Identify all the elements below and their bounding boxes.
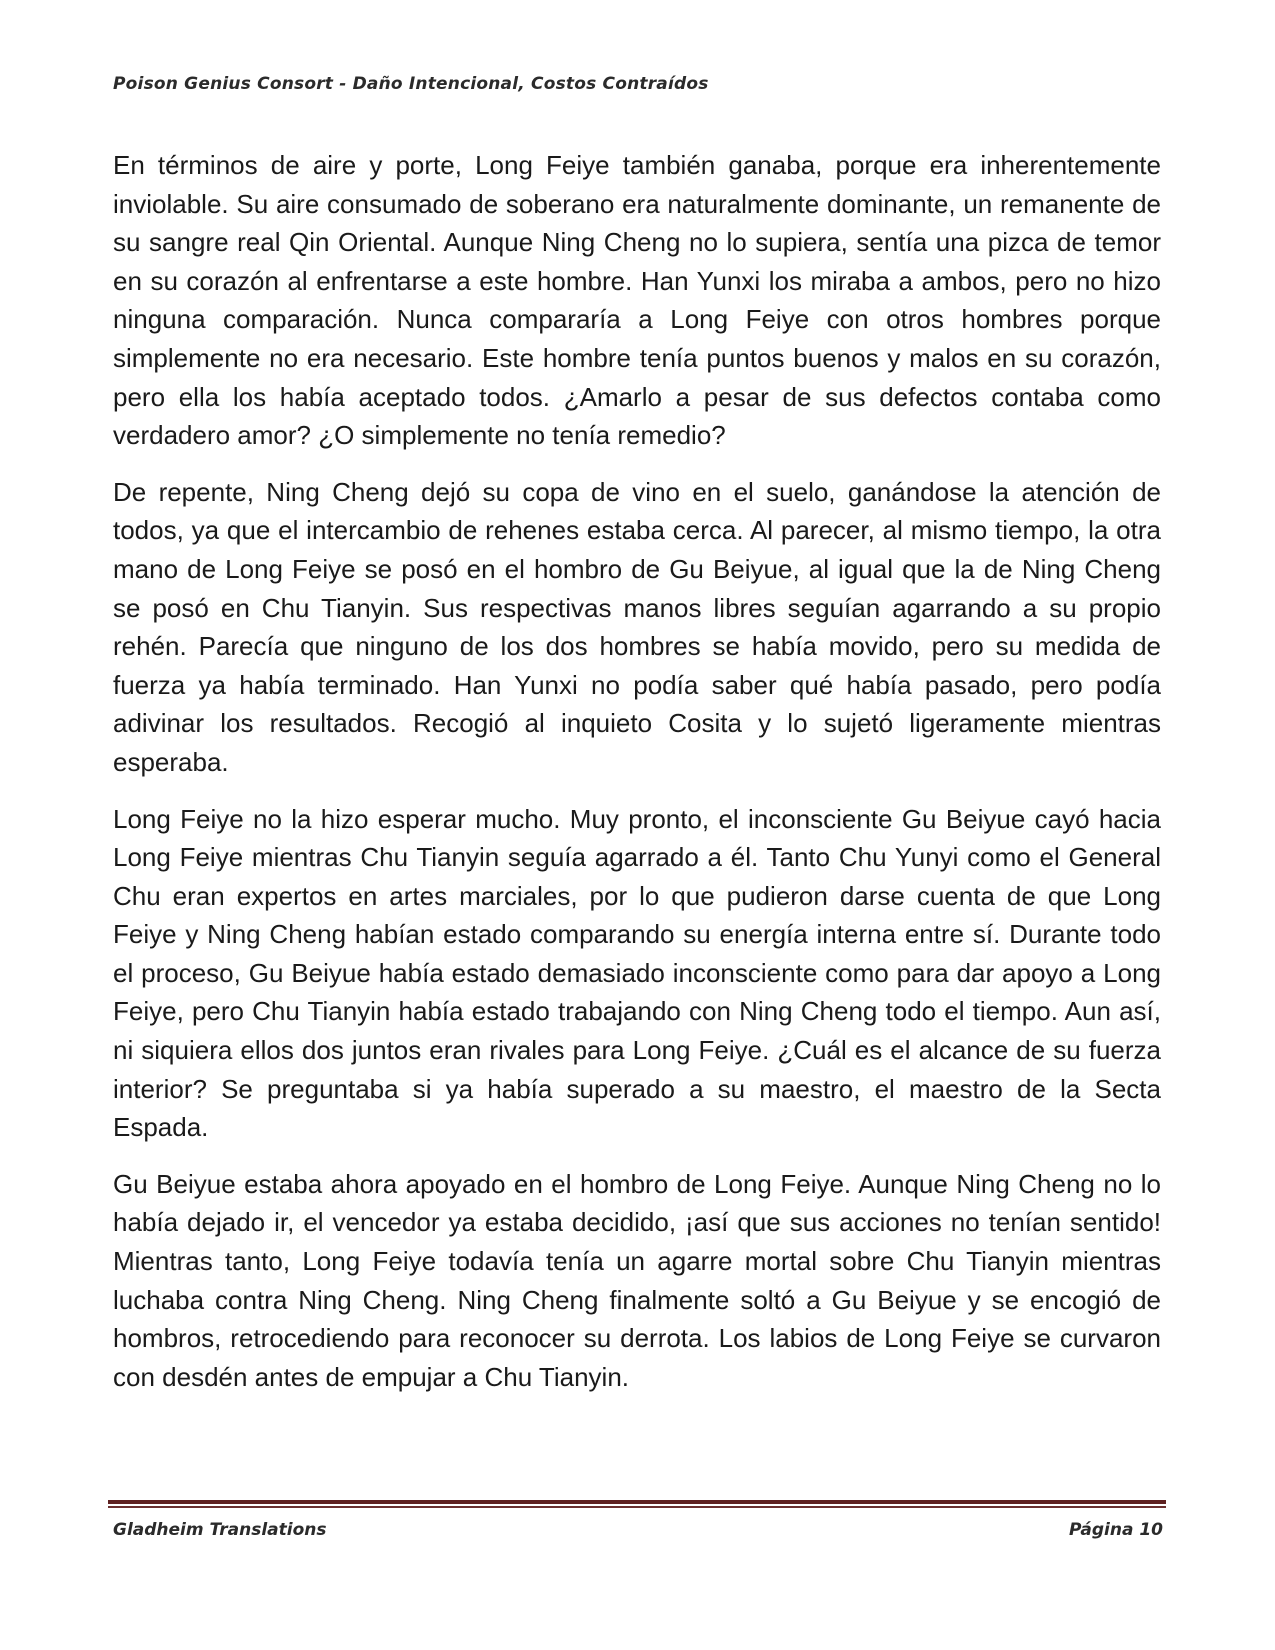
footer-publisher: Gladheim Translations — [113, 1520, 327, 1540]
paragraph-3: Long Feiye no la hizo esperar mucho. Muy pronto, el inconsciente Gu Beiyue cayó hacia Long Feiye mientras Chu Tianyin seguía agarrado a él. Tanto Chu Yunyi como el General Chu eran expertos en artes marciales, por lo que pudieron darse cuenta de que Long Feiye y Ning Cheng habían estado comparando su energía interna entre sí. Durante todo el proceso, Gu Beiyue había estado demasiado inconsciente como para dar apoyo a Long Feiye, pero Chu Tianyin había estado trabajando con Ning Cheng todo el tiempo. Aun así, ni siquiera ellos dos juntos eran rivales para Long Feiye. ¿Cuál es el alcance de su fuerza interior? Se preguntaba si ya había superado a su maestro, el maestro de la Secta Espada. — [113, 803, 1161, 1143]
footer-divider-thin — [108, 1506, 1166, 1508]
footer-page-number: Página 10 — [1069, 1520, 1163, 1540]
document-body — [113, 146, 1161, 1414]
paragraph-1: En términos de aire y porte, Long Feiye también ganaba, porque era inherentemente inviolable. Su aire consumado de soberano era naturalmente dominante, un remanente de su sangre real Qin Oriental. Aunque Ning Cheng no lo supiera, sentía una pizca de temor en su corazón al enfrentarse a este hombre. Han Yunxi los miraba a ambos, pero no hizo ninguna comparación. Nunca compararía a Long Feiye con otros hombres porque simplemente no era necesario. Este hombre tenía puntos buenos y malos en su corazón, pero ella los había aceptado todos. ¿Amarlo a pesar de sus defectos contaba como verdadero amor? ¿O simplemente no tenía remedio? — [113, 150, 1161, 451]
paragraph-4: Gu Beiyue estaba ahora apoyado en el hombro de Long Feiye. Aunque Ning Cheng no lo había dejado ir, el vencedor ya estaba decidido, ¡así que sus acciones no tenían sentido! Mientras tanto, Long Feiye todavía tenía un agarre mortal sobre Chu Tianyin mientras luchaba contra Ning Cheng. Ning Cheng finalmente soltó a Gu Beiyue y se encogió de hombros, retrocediendo para reconocer su derrota. Los labios de Long Feiye se curvaron con desdén antes de empujar a Chu Tianyin. — [113, 1168, 1161, 1392]
paragraph-2: De repente, Ning Cheng dejó su copa de vino en el suelo, ganándose la atención de todos, ya que el intercambio de rehenes estaba cerca. Al parecer, al mismo tiempo, la otra mano de Long Feiye se posó en el hombro de Gu Beiyue, al igual que la de Ning Cheng se posó en Chu Tianyin. Sus respectivas manos libres seguían agarrando a su propio rehén. Parecía que ninguno de los dos hombres se había movido, pero su medida de fuerza ya había terminado. Han Yunxi no podía saber qué había pasado, pero podía adivinar los resultados. Recogió al inquieto Cosita y lo sujetó ligeramente mientras esperaba. — [113, 476, 1161, 777]
footer-divider — [108, 1500, 1166, 1508]
page-header: Poison Genius Consort - Daño Intencional, Costos Contraídos — [113, 74, 709, 94]
